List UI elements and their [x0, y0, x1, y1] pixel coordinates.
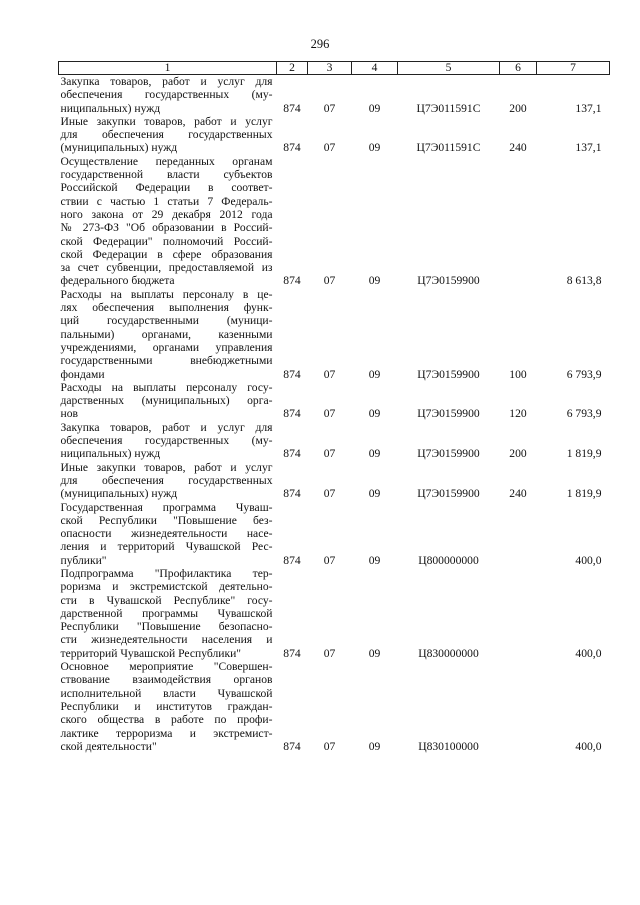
- description-line: Иные закупки товаров, работ и услуг: [60, 114, 273, 128]
- description-line: Республики "Повышение безопасно-: [60, 620, 273, 634]
- description-line: учреждениями, органами управления: [60, 340, 273, 354]
- amount: 400,0: [575, 553, 602, 567]
- ministry-code: 874: [283, 101, 301, 115]
- amount: 1 819,9: [566, 487, 602, 501]
- description-line: дарственных (муниципальных) орга-: [60, 394, 273, 408]
- description-line: Закупка товаров, работ и услуг для: [60, 75, 273, 88]
- target-item-code: Ц7Э0159900: [417, 447, 480, 461]
- table-row: [59, 155, 610, 288]
- expense-type-code: [500, 567, 537, 660]
- description-line: ного закона от 29 декабря 2012 года: [60, 207, 273, 221]
- section-code: 07: [323, 367, 336, 381]
- subsection-code: 09: [368, 553, 381, 567]
- description-line: ления и территорий Чувашской Рес-: [60, 540, 273, 554]
- ministry-code: 874: [283, 447, 301, 461]
- expense-type-code: 200: [509, 101, 527, 115]
- table-row: [59, 381, 610, 421]
- description-line: № 273-ФЗ "Об образовании в Россий-: [60, 221, 273, 235]
- section-code: 07: [323, 739, 336, 753]
- table-row: [59, 421, 610, 461]
- description-line: Республики и институтов граждан-: [60, 699, 273, 713]
- subsection-code: 09: [368, 447, 381, 461]
- table-row: [59, 461, 610, 501]
- column-header: 6: [500, 62, 537, 75]
- description-line: ствование взаимодействия органов: [60, 673, 273, 687]
- description-line: сти в Чувашской Республике" госу-: [60, 593, 273, 607]
- column-header: 1: [59, 62, 277, 75]
- description-line: обеспечения государственных (му-: [60, 88, 273, 102]
- page-number: 296: [310, 37, 330, 51]
- expense-type-code: 200: [509, 447, 527, 461]
- description-line: ской Федерации в сфере образования: [60, 247, 273, 261]
- ministry-code: 874: [283, 739, 301, 753]
- expense-type-code: [500, 660, 537, 753]
- section-code: 07: [323, 141, 336, 155]
- row-description: [59, 155, 277, 288]
- section-code: 07: [323, 101, 336, 115]
- description-line: лактике терроризма и экстремист-: [60, 726, 273, 740]
- amount: 137,1: [575, 101, 602, 115]
- ministry-code: 874: [283, 141, 301, 155]
- amount: 400,0: [575, 739, 602, 753]
- section-code: 07: [323, 487, 336, 501]
- description-line: Закупка товаров, работ и услуг для: [60, 420, 273, 434]
- description-line: исполнительной власти Чувашской: [60, 686, 273, 700]
- description-line: государственными внебюджетными: [60, 354, 273, 368]
- description-line: обеспечения государственных (му-: [60, 434, 273, 448]
- description-line: Подпрограмма "Профилактика тер-: [60, 566, 273, 580]
- section-code: 07: [323, 274, 336, 288]
- description-line: для обеспечения государственных: [60, 473, 273, 487]
- row-description: [59, 501, 277, 567]
- amount: 6 793,9: [566, 407, 602, 421]
- description-line: ского общества в работе по профи-: [60, 713, 273, 727]
- description-line: ствии с частью 1 статьи 7 Федераль-: [60, 194, 273, 208]
- expense-type-code: 240: [509, 141, 527, 155]
- target-item-code: Ц7Э0159900: [417, 274, 480, 288]
- description-line: ниципальных) нужд: [60, 101, 161, 115]
- ministry-code: 874: [283, 646, 301, 660]
- column-header: 4: [352, 62, 398, 75]
- expense-type-code: [500, 501, 537, 567]
- description-line: дарственной программы Чувашской: [60, 606, 273, 620]
- target-item-code: Ц7Э011591С: [416, 101, 481, 115]
- description-line: для обеспечения государственных: [60, 128, 273, 142]
- description-line: (муниципальных) нужд: [60, 141, 178, 155]
- description-line: Расходы на выплаты персоналу госу-: [60, 380, 273, 394]
- row-description: [59, 75, 277, 115]
- description-line: Основное мероприятие "Совершен-: [60, 660, 273, 674]
- table-header-row: [59, 62, 610, 75]
- description-line: опасности жизнедеятельности насе-: [60, 527, 273, 541]
- subsection-code: 09: [368, 274, 381, 288]
- description-line: роризма и экстремистской деятельно-: [60, 580, 273, 594]
- row-description: [59, 461, 277, 501]
- description-line: федерального бюджета: [60, 274, 175, 288]
- expense-type-code: 100: [509, 367, 527, 381]
- amount: 8 613,8: [566, 274, 602, 288]
- ministry-code: 874: [283, 367, 301, 381]
- section-code: 07: [323, 646, 336, 660]
- budget-table: [58, 61, 610, 753]
- row-description: [59, 288, 277, 381]
- column-header: 2: [277, 62, 308, 75]
- amount: 6 793,9: [566, 367, 602, 381]
- description-line: Российской Федерации в соответ-: [60, 181, 273, 195]
- description-line: лях обеспечения выполнения функ-: [60, 301, 273, 315]
- column-header: 5: [398, 62, 500, 75]
- table-row: [59, 288, 610, 381]
- section-code: 07: [323, 553, 336, 567]
- target-item-code: Ц7Э0159900: [417, 407, 480, 421]
- description-line: Осуществление переданных органам: [60, 154, 273, 168]
- subsection-code: 09: [368, 367, 381, 381]
- row-description: [59, 115, 277, 155]
- ministry-code: 874: [283, 274, 301, 288]
- ministry-code: 874: [283, 487, 301, 501]
- target-item-code: Ц830000000: [418, 646, 479, 660]
- description-line: государственной власти субъектов: [60, 168, 273, 182]
- expense-type-code: 240: [509, 487, 527, 501]
- subsection-code: 09: [368, 101, 381, 115]
- expense-type-code: 120: [509, 407, 527, 421]
- description-line: территорий Чувашской Республики": [60, 646, 242, 660]
- target-item-code: Ц800000000: [418, 553, 479, 567]
- target-item-code: Ц7Э011591С: [416, 141, 481, 155]
- description-line: Иные закупки товаров, работ и услуг: [60, 460, 273, 474]
- table-row: [59, 567, 610, 660]
- description-line: Государственная программа Чуваш-: [60, 500, 273, 514]
- description-line: сти жизнедеятельности населения и: [60, 633, 273, 647]
- description-line: нов: [60, 407, 78, 421]
- expense-type-code: [500, 155, 537, 288]
- amount: 1 819,9: [566, 447, 602, 461]
- amount: 137,1: [575, 141, 602, 155]
- section-code: 07: [323, 447, 336, 461]
- target-item-code: Ц830100000: [418, 739, 479, 753]
- row-description: [59, 660, 277, 753]
- description-line: за счет субвенции, предоставляемой из: [60, 261, 273, 275]
- target-item-code: Ц7Э0159900: [417, 367, 480, 381]
- description-line: публики": [60, 553, 107, 567]
- description-line: (муниципальных) нужд: [60, 487, 178, 501]
- description-line: ской Республики "Повышение без-: [60, 513, 273, 527]
- description-line: ций государственными (муници-: [60, 314, 273, 328]
- column-header: 7: [537, 62, 610, 75]
- subsection-code: 09: [368, 487, 381, 501]
- description-line: ской Федерации" полномочий Россий-: [60, 234, 273, 248]
- subsection-code: 09: [368, 407, 381, 421]
- subsection-code: 09: [368, 141, 381, 155]
- description-line: ниципальных) нужд: [60, 447, 161, 461]
- target-item-code: Ц7Э0159900: [417, 487, 480, 501]
- row-description: [59, 567, 277, 660]
- description-line: Расходы на выплаты персоналу в це-: [60, 287, 273, 301]
- table-row: [59, 660, 610, 753]
- amount: 400,0: [575, 646, 602, 660]
- table-row: [59, 75, 610, 115]
- table-row: [59, 501, 610, 567]
- section-code: 07: [323, 407, 336, 421]
- row-description: [59, 421, 277, 461]
- description-line: фондами: [60, 367, 105, 381]
- description-line: ской деятельности": [60, 739, 157, 753]
- ministry-code: 874: [283, 553, 301, 567]
- ministry-code: 874: [283, 407, 301, 421]
- row-description: [59, 381, 277, 421]
- table-row: [59, 115, 610, 155]
- column-header: 3: [308, 62, 352, 75]
- subsection-code: 09: [368, 739, 381, 753]
- description-line: пальными) органами, казенными: [60, 327, 273, 341]
- subsection-code: 09: [368, 646, 381, 660]
